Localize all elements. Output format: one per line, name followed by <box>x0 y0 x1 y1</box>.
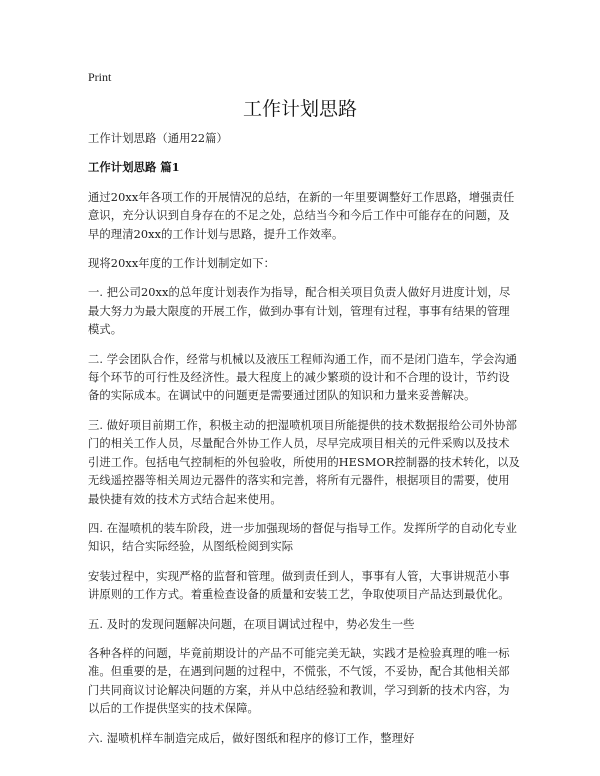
paragraph-item-4: 四. 在湿喷机的装车阶段，进一步加强现场的督促与指导工作。发挥所学的自动化专业知识，结合实际经验，从图纸检阅到实际 <box>88 521 518 554</box>
paragraph-item-1: 一. 把公司20xx的总年度计划表作为指导，配合相关项目负责人做好月进度计划，尽最大努力为最大限度的开展工作，做到办事有计划，管理有过程，事事有结果的管理模式。 <box>88 286 511 337</box>
paragraph-item-5: 五. 及时的发现问题解决问题，在项目调试过程中，势必发生一些 <box>88 617 415 631</box>
paragraph-plan-lead: 现将20xx年度的工作计划制定如下： <box>88 257 276 271</box>
print-label: Print <box>88 70 112 84</box>
section-heading: 工作计划思路 篇1 <box>88 160 180 175</box>
document-subtitle: 工作计划思路（通用22篇） <box>88 132 228 145</box>
document-title: 工作计划思路 <box>242 98 357 120</box>
paragraph-item-3: 三. 做好项目前期工作，积极主动的把湿喷机项目所能提供的技术数据报给公司外协部门的相关工作人员，尽量配合外协工作人员，尽早完成项目相关的元件采购以及技术引进工作。包括电气控制柜的外包验收，所使用的HESMOR控制器的技术转化，以及无线遥控器等相关周边元器件的落实和完善，将所有元器件，根据项目的需要，使用最快捷有效的技术方式结合起来使用。 <box>88 418 520 506</box>
paragraph-intro: 通过20xx年各项工作的开展情况的总结，在新的一年里要调整好工作思路，增强责任意识，充分认识到自身存在的不足之处，总结当今和今后工作中可能存在的问题，及早的理清20xx的工作计划与思路，提升工作效率。 <box>88 190 515 241</box>
paragraph-item-6: 六. 湿喷机样车制造完成后，做好图纸和程序的修订工作，整理好 <box>88 731 415 745</box>
paragraph-item-2: 二. 学会团队合作，经常与机械以及液压工程师沟通工作，而不是闭门造车，学会沟通每个环节的可行性及经济性。最大程度上的减少繁琐的设计和不合理的设计，节约设备的实际成本。在调试中的问题更是需要通过团队的知识和力量来妥善解决。 <box>88 352 518 403</box>
paragraph-item-4-continued: 安装过程中，实现严格的监督和管理。做到责任到人，事事有人管，大事讲规范小事讲原则的工作方式。着重检查设备的质量和安装工艺，争取使项目产品达到最优化。 <box>88 569 510 602</box>
paragraph-item-5-continued: 各种各样的问题，毕竟前期设计的产品不可能完美无缺，实践才是检验真理的唯一标准。但重要的是，在遇到问题的过程中，不慌张，不气馁，不妥协，配合其他相关部门共同商议讨论解决问题的方案，并从中总结经验和教训，学习到新的技术内容，为以后的工作提供坚实的技术保障。 <box>88 646 510 716</box>
document-body <box>88 130 520 759</box>
